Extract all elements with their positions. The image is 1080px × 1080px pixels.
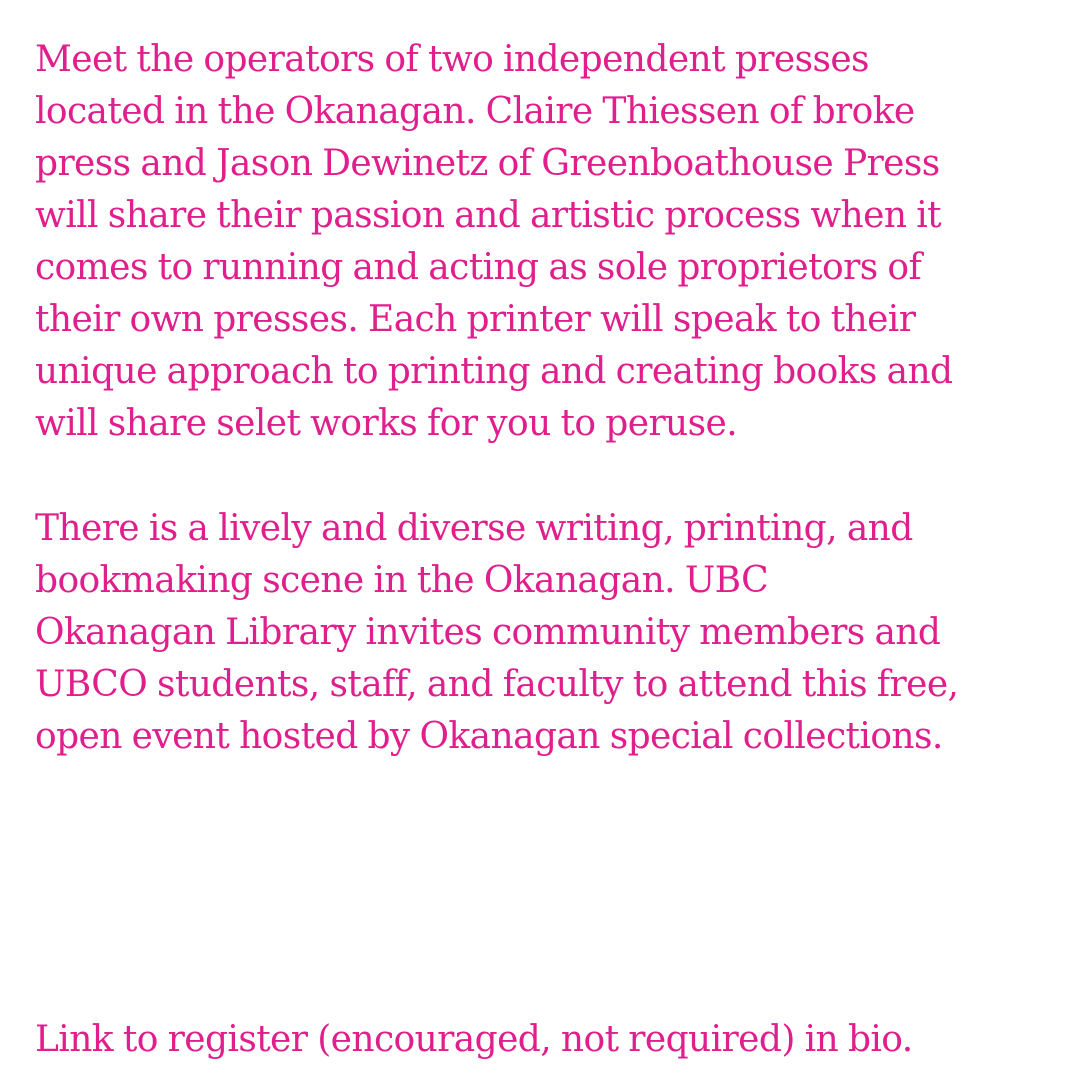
intro-line: their own presses. Each printer will speak to their bbox=[35, 299, 916, 340]
scene-line: Okanagan Library invites community members and bbox=[35, 612, 941, 653]
scene-line: UBCO students, staff, and faculty to attend this free, bbox=[35, 664, 959, 705]
register-line: Link to register (encouraged, not required) in bio. bbox=[35, 1019, 913, 1060]
intro-line: comes to running and acting as sole proprietors of bbox=[35, 247, 922, 288]
intro-line: will share their passion and artistic process when it bbox=[35, 195, 942, 236]
intro-line: will share selet works for you to peruse. bbox=[35, 403, 738, 444]
intro-line: press and Jason Dewinetz of Greenboathouse Press bbox=[35, 143, 940, 184]
intro-paragraph bbox=[35, 34, 953, 450]
intro-line: unique approach to printing and creating books and bbox=[35, 351, 953, 392]
intro-line: Meet the operators of two independent presses bbox=[35, 39, 869, 80]
register-note bbox=[35, 1014, 913, 1066]
intro-line: located in the Okanagan. Claire Thiessen of broke bbox=[35, 91, 915, 132]
scene-line: bookmaking scene in the Okanagan. UBC bbox=[35, 560, 769, 601]
scene-line: open event hosted by Okanagan special collections. bbox=[35, 716, 943, 757]
scene-line: There is a lively and diverse writing, printing, and bbox=[35, 508, 913, 549]
scene-paragraph bbox=[35, 503, 958, 763]
